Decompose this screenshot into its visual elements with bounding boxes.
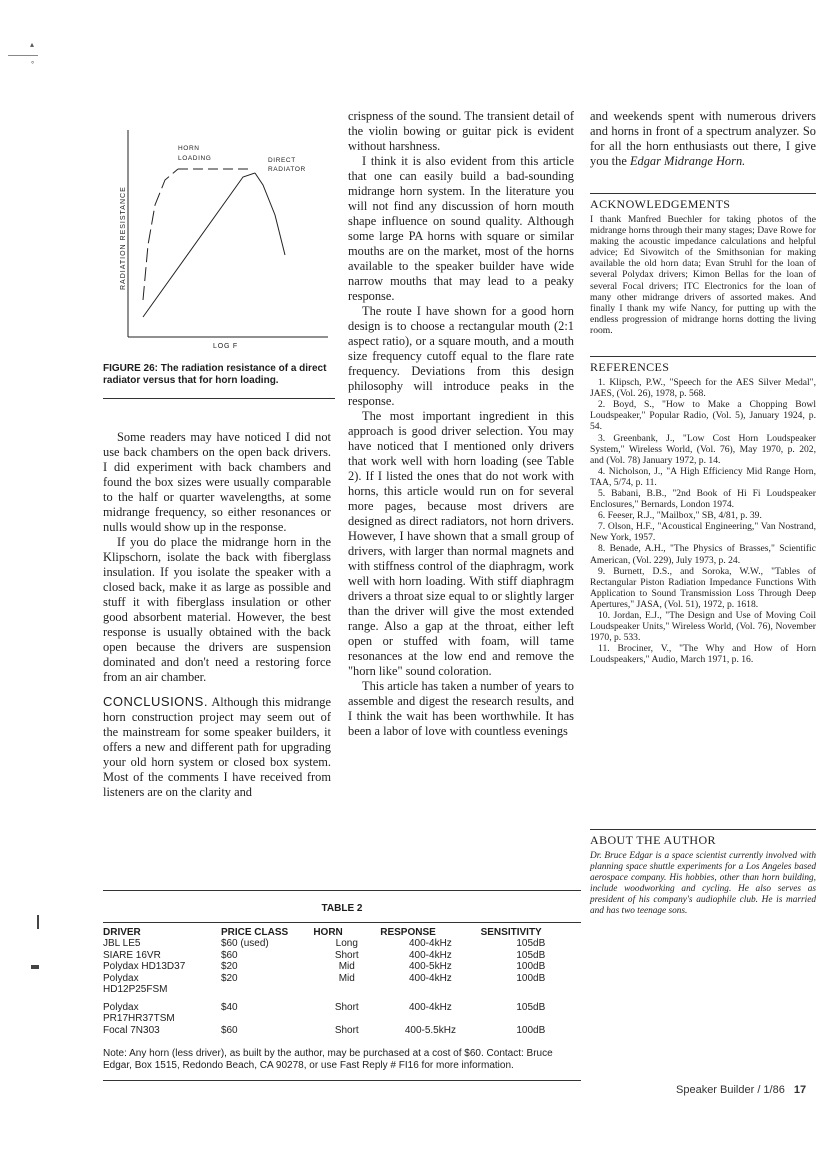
column-header: RESPONSE: [380, 927, 436, 938]
table-top-rule: [103, 890, 581, 891]
acknowledgements-text: I thank Manfred Buechler for taking photos of the midrange horns through their many stages; Dave Rowe for making the acoustic impedance calculations and helpful advice; Ed Sivowitch of the Smithsonian for making available the old horn data; Evan Struhl for the loan of several Polydax drivers; Kimon Bellas for the loan of several Focal drivers; ITC Electronics for the loan of many other midrange drivers of assorted makes. And finally I thank my wife Nancy, for putting up with the endless progression of midrange horns dotting the living room.: [590, 214, 816, 336]
cell-sensitivity: [481, 1013, 581, 1025]
reference-item: 5. Babani, B.B., "2nd Book of Hi Fi Loudspeaker Enclosures," Bernards, London 1974.: [590, 487, 816, 511]
conclusions-text: Although this midrange horn construction project may seem out of the mainstream for some speaker builders, it offers a new and different path for upgrading your old horn system or closed box system. Most of the comments I have received from listeners are on the clarity and: [103, 695, 331, 799]
cell-horn: Mid: [338, 961, 355, 972]
margin-mark: [31, 965, 39, 969]
table-row: [103, 950, 581, 962]
reference-item: 3. Greenbank, J., "Low Cost Horn Loudspeaker System," Wireless World, (Vol. 76), May 1970, p. 202, and (Vol. 78) January 1972, p. 14.: [590, 432, 816, 466]
table-row: [103, 1025, 581, 1037]
acknowledgements-heading: ACKNOWLEDGEMENTS: [590, 193, 816, 212]
reference-item: 7. Olson, H.F., "Acoustical Engineering," Van Nostrand, New York, 1957.: [590, 521, 816, 544]
cell-driver: HD12P25FSM: [103, 984, 168, 995]
paragraph: The most important ingredient in this approach is good driver selection. You may have noticed that I mentioned only drivers that work well with horn loading (see Table 2). If I listed the ones that do not work with horns, this article would run on for several more pages, because most drivers are designed as direct radiators, not horn drivers. However, I have shown that a small group of drivers, with larger than normal magnets and with stiffness control of the diaphragm, work well with horn loading. With stiff diaphragm drivers a throat size equal to or slightly larger than the driver will give the most extended range. Also a gap at the throat, either left open or stuffed with foam, will tame resonances at the low end and remove the "horn like" sound coloration.: [348, 409, 574, 678]
conclusions-paragraph: [103, 694, 331, 800]
cell-price: [213, 1013, 313, 1025]
cell-sensitivity: 105dB: [516, 949, 546, 961]
cell-driver: SIARE 16VR: [103, 949, 161, 961]
cell-response: [380, 1013, 480, 1025]
figure-26: [103, 105, 335, 385]
table-note: Note: Any horn (less driver), as built by the author, may be purchased at a cost of $60. Contact: Bruce Edgar, Box 1515, Redondo Beach, CA 90278, or use Fast Reply # FI16 for more information.: [103, 1048, 553, 1071]
cell-price: $60 (used): [220, 938, 269, 949]
cell-response: 400-5.5kHz: [404, 1024, 456, 1036]
cell-price: $60: [220, 1024, 238, 1036]
figure-caption: FIGURE 26: The radiation resistance of a direct radiator versus that for horn loading.: [103, 363, 327, 386]
label-horn: HORN: [178, 145, 200, 152]
about-author-section: [590, 829, 816, 918]
cell-horn: Short: [334, 949, 359, 961]
cell-driver: Polydax HD13D37: [103, 961, 186, 972]
about-author-heading: ABOUT THE AUTHOR: [590, 829, 816, 848]
cell-horn: Mid: [338, 972, 355, 984]
cell-horn: Short: [334, 1024, 359, 1036]
table-bottom-rule: [103, 1080, 581, 1081]
reference-item: 8. Benade, A.H., "The Physics of Brasses," Scientific American, (Vol. 229), July 1973, p. 24.: [590, 543, 816, 566]
paragraph: I think it is also evident from this article that one can easily build a bad-sounding midrange horn system. In the literature you will not find any discussion of horn mouth shape influence on sound quality. Although some large PA horns with square or similar mouths are on the market, most of the horns available to the speaker builder have wide narrow mouths that may lead to a peaky response.: [348, 154, 574, 303]
cell-price: $20: [220, 961, 238, 972]
cell-sensitivity: 105dB: [516, 1001, 546, 1013]
column-3: [590, 109, 816, 917]
cell-driver: Polydax: [103, 1001, 139, 1013]
reference-item: 1. Klipsch, P.W., "Speech for the AES Silver Medal", JAES, (Vol. 26), 1978, p. 568.: [590, 377, 816, 400]
y-axis-label: RADIATION RESISTANCE: [120, 186, 127, 290]
x-axis-label: LOG F: [213, 343, 239, 350]
cell-price: $60: [220, 949, 238, 961]
page-footer: [676, 1084, 806, 1096]
table-row: [103, 1013, 581, 1025]
reference-item: 4. Nicholson, J., "A High Efficiency Mid Range Horn, TAA, 5/74, p. 11.: [590, 465, 816, 488]
paragraph: If you do place the midrange horn in the Klipschorn, isolate the back with fiberglass insulation. If you isolate the speaker with a closed back, make it as large as possible and stuff it with fiberglass insulation or other good absorbent material. However, the best response is usually obtained with the back open because the drivers are suspension dominated and don't need a restoring force from an air chamber.: [103, 535, 331, 684]
cell-price: $20: [220, 972, 238, 984]
column-header: DRIVER: [103, 927, 141, 938]
closing-title: Edgar Midrange Horn.: [629, 154, 746, 168]
cell-driver: Polydax: [103, 972, 139, 984]
cell-sensitivity: 100dB: [516, 1024, 546, 1036]
margin-mark: °: [31, 60, 35, 69]
paragraph: crispness of the sound. The transient detail of the violin bowing or guitar pick is evident without harshness.: [348, 109, 574, 153]
reference-item: 11. Brociner, V., "The Why and How of Horn Loudspeakers," Audio, March 1971, p. 16.: [590, 643, 816, 666]
figure-rule: [103, 398, 335, 399]
margin-mark: ▴: [30, 40, 35, 49]
table-header-row: [103, 927, 581, 938]
cell-response: 400-4kHz: [409, 938, 452, 949]
cell-horn: [313, 1013, 380, 1025]
publication-name: Speaker Builder / 1/86: [676, 1084, 785, 1096]
cell-response: 400-4kHz: [409, 1001, 452, 1013]
table-2: [103, 895, 581, 1081]
label-loading: LOADING: [178, 155, 212, 162]
cell-driver: PR17HR37TSM: [103, 1013, 175, 1024]
cell-driver: JBL LE5: [103, 938, 141, 949]
table-row: [103, 938, 581, 950]
label-direct: DIRECT: [268, 157, 296, 164]
cell-sensitivity: 105dB: [516, 938, 546, 949]
cell-sensitivity: 100dB: [516, 972, 546, 984]
references-list: [590, 377, 816, 665]
closing-paragraph: [590, 109, 816, 169]
references-heading: REFERENCES: [590, 356, 816, 375]
direct-radiator-curve: [143, 173, 255, 317]
column-header: HORN: [313, 927, 343, 938]
cell-horn: Short: [334, 1001, 359, 1013]
table-row: [103, 996, 581, 1014]
direct-radiator-curve-fall: [255, 173, 285, 255]
references-section: [590, 356, 816, 665]
conclusions-heading: CONCLUSIONS.: [103, 694, 208, 709]
cell-response: [380, 984, 480, 996]
table-row: [103, 984, 581, 996]
column-header: SENSITIVITY: [480, 927, 542, 938]
column-1: [103, 430, 331, 800]
acknowledgements-section: [590, 193, 816, 336]
cell-driver: Focal 7N303: [103, 1024, 160, 1036]
reference-item: 2. Boyd, S., "How to Make a Chopping Bowl Loudspeaker," Popular Radio, (Vol. 5), January 1924, p. 54.: [590, 399, 816, 433]
page-number: 17: [793, 1084, 807, 1096]
about-author-text: Dr. Bruce Edgar is a space scientist currently involved with planning space shuttle experiments for a Los Angeles based aerospace company. His hobbies, other than horn building, include woodworking and cycling. He also serves as president of his company's audiophile club. He is married and has two teenage sons.: [590, 851, 816, 917]
table-title-rule: [103, 922, 581, 923]
horn-loading-curve: [143, 169, 178, 300]
cell-price: $40: [220, 1001, 238, 1013]
table-row: [103, 961, 581, 973]
column-header: PRICE CLASS: [220, 927, 289, 938]
column-2: [348, 109, 574, 739]
cell-price: [213, 984, 313, 996]
margin-rule: [8, 55, 38, 56]
label-radiator: RADIATOR: [268, 166, 306, 173]
cell-horn: [313, 984, 380, 996]
paragraph: This article has taken a number of years to assemble and digest the research results, and I think the wait has been worthwhile. It has been a labor of love with countless evenings: [348, 679, 574, 738]
closing-text: and weekends spent with numerous drivers and horns in front of a spectrum analyzer. So for all the horn enthusiasts out there, I give you the: [590, 109, 816, 168]
cell-response: 400-5kHz: [409, 961, 452, 972]
reference-item: 9. Burnett, D.S., and Soroka, W.W., "Tables of Rectangular Piston Radiation Impedance Functions With Application to Sound Transmission Loss Through Deep Apertures," JASA, (Vol. 51), 1972, p. 1618.: [590, 565, 816, 610]
drivers-table: [103, 927, 581, 1036]
reference-item: 6. Feeser, R.J., "Mailbox," SB, 4/81, p. 39.: [598, 510, 762, 522]
cell-sensitivity: 100dB: [516, 961, 546, 972]
paragraph: The route I have shown for a good horn design is to choose a rectangular mouth (2:1 aspect ratio), or a square mouth, and a mouth size frequency cutoff equal to the flare rate frequency. Deviations from this design philosophy will introduce peaks in the response.: [348, 304, 574, 408]
table-title: TABLE 2: [321, 903, 363, 914]
cell-horn: Long: [335, 938, 358, 949]
radiation-resistance-graph: [103, 105, 335, 350]
margin-mark: [37, 915, 39, 929]
paragraph: Some readers may have noticed I did not use back chambers on the open back drivers. I did experiment with back chambers and found the box sizes were usually comparable to the half or quarter wavelengths, at some midrange frequency, so either resonances or nulls would show up in the response.: [103, 430, 331, 534]
cell-response: 400-4kHz: [409, 972, 452, 984]
cell-response: 400-4kHz: [409, 949, 452, 961]
cell-sensitivity: [481, 984, 581, 996]
table-row: [103, 973, 581, 985]
reference-item: 10. Jordan, E.J., "The Design and Use of Moving Coil Loudspeaker Units," Wireless World, (Vol. 76), November 1970, p. 533.: [590, 610, 816, 644]
